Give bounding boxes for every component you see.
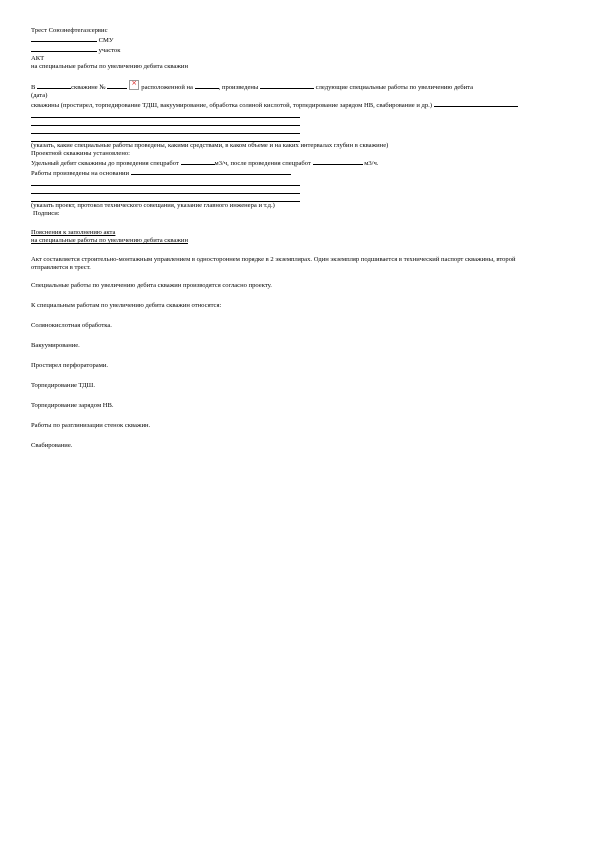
list-item: Свабирование. <box>31 441 73 449</box>
works-blank <box>434 100 518 107</box>
document-page <box>31 27 571 450</box>
note-basis: (указать проект, протокол технического совещания, указание главного инженера и т.д.) <box>31 202 275 210</box>
instructions-para-3: К специальным работам по увеличению дебита скважин относятся: <box>31 301 222 309</box>
fill-line-1 <box>31 110 300 118</box>
basis-text: Работы произведены на основании <box>31 170 130 178</box>
list-item: Вакуумирование. <box>31 341 80 349</box>
section-label: участок <box>98 47 121 55</box>
list-item: Торпедирование зарядом НВ. <box>31 401 114 409</box>
basis-line <box>31 168 571 178</box>
yield-after-blank <box>313 158 363 165</box>
note-works: (указать, какие специальные работы проведены, какими средствами, в каком объеме и на каких интервалах глубин в скважине) <box>31 142 389 150</box>
instructions-para-1: Акт составляется строительно-монтажным управлением в одностороннем порядке в 2 экземплярах. Один экземпляр подшивается в технический паспорт скважины, второй отправляется в трест. <box>31 255 516 271</box>
fill-line-4 <box>31 134 300 142</box>
p1-text-works: следующие специальные работы по увеличению дебита <box>315 84 474 92</box>
fill-line-2 <box>31 118 300 126</box>
act-subtitle: на специальные работы по увеличению дебита скважин <box>31 63 188 71</box>
fill-line-5 <box>31 178 300 186</box>
smu-label: СМУ <box>98 37 114 45</box>
performed-blank <box>260 82 314 89</box>
p1-text-in: В <box>31 84 36 92</box>
p1-text-located: расположенной на <box>141 84 193 92</box>
broken-image-icon <box>129 80 139 90</box>
works-list <box>31 100 571 110</box>
trust-name: Трест Союзнефтегазсервис <box>31 27 108 34</box>
fill-line-7 <box>31 194 300 202</box>
section-line <box>31 45 571 55</box>
location-blank <box>195 82 219 89</box>
well-number-blank <box>107 82 127 89</box>
instructions-title-2: на специальные работы по увеличению дебита скважин <box>31 237 188 245</box>
instructions-para-2: Специальные работы по увеличению дебита скважин производятся согласно проекту. <box>31 281 272 289</box>
works-list-text: скважины (простирел, торпедирование ТДШ, вакуумирование, обработка соляной кислотой, торпедирование зарядом НВ, свабирование и др.) <box>31 102 433 110</box>
date-blank <box>37 82 71 89</box>
smu-line <box>31 35 571 45</box>
section-blank <box>31 45 97 52</box>
passport-line: Проектной скважины установлено: <box>31 150 130 158</box>
yield-before-blank <box>181 158 215 165</box>
list-item: Торпедирование ТДШ. <box>31 381 95 389</box>
yield-unit: м3/ч. <box>364 160 379 168</box>
smu-blank <box>31 35 97 42</box>
list-item: Солянокислотная обработка. <box>31 321 112 329</box>
fill-line-3 <box>31 126 300 134</box>
signatures-label: Подписи: <box>33 210 60 218</box>
act-paragraph-1 <box>31 80 571 92</box>
list-item: Простирел перфораторами. <box>31 361 109 369</box>
yield-text-before: Удельный дебит скважины до проведения спецработ <box>31 160 179 168</box>
date-caption: (дата) <box>31 92 48 100</box>
yield-line <box>31 158 571 168</box>
p1-text-performed: , произведены <box>218 84 259 92</box>
instructions-title-1: Пояснения к заполнению акта <box>31 229 116 237</box>
list-item: Работы по разглинизации стенок скважин. <box>31 421 151 429</box>
yield-text-after: м3/ч, после проведения спецработ <box>214 160 311 168</box>
p1-text-well: скважине № <box>71 84 106 92</box>
basis-blank <box>131 168 291 175</box>
act-title: АКТ <box>31 55 45 63</box>
trust-line <box>31 27 571 35</box>
fill-line-6 <box>31 186 300 194</box>
